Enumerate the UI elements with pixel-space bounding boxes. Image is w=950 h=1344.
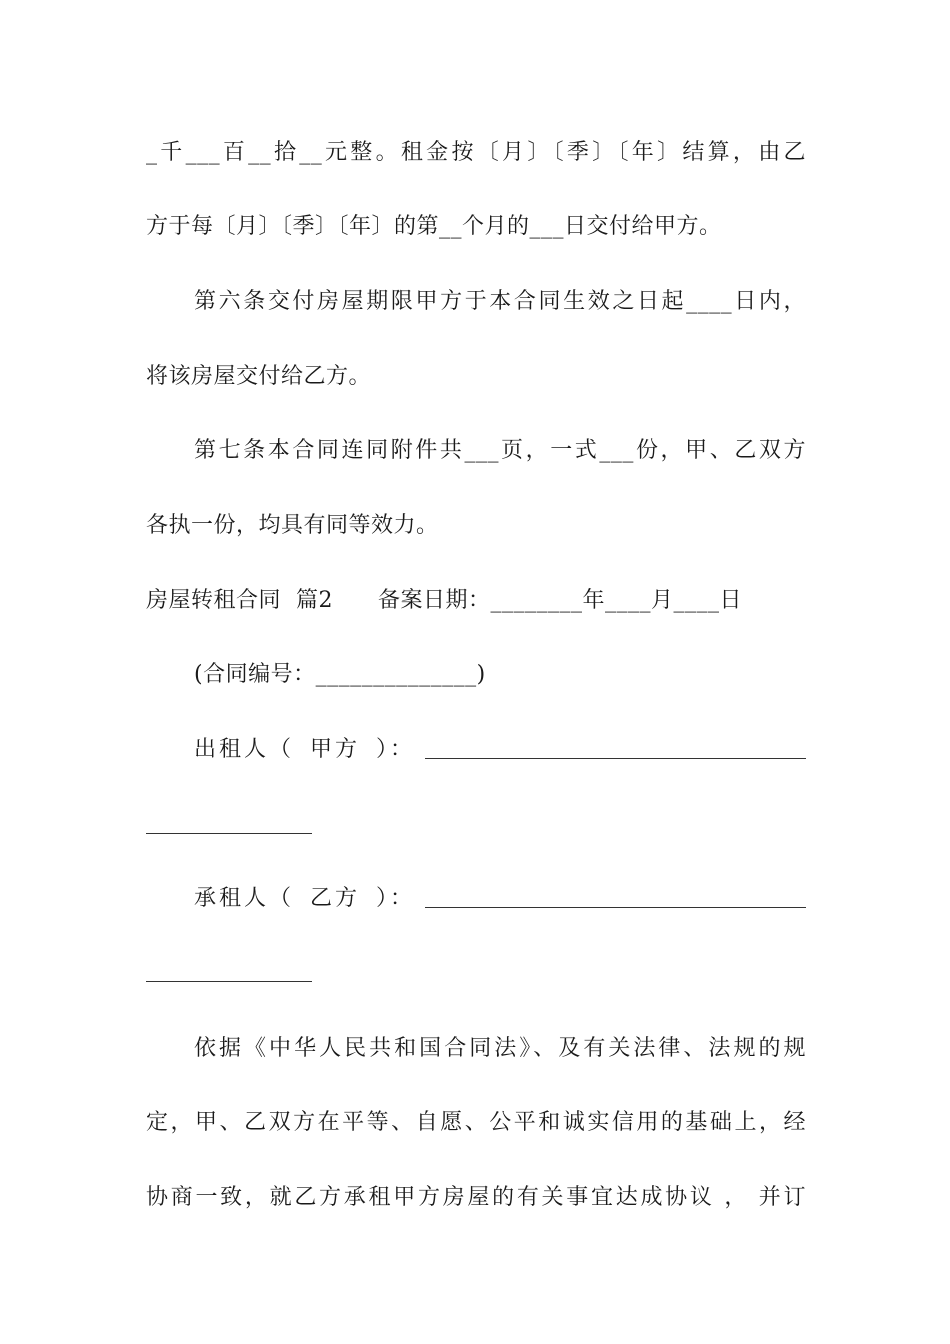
- lessor-blank-line: [425, 758, 806, 759]
- lessee-label: 承租人（ 乙方 ）：: [194, 886, 415, 911]
- text-line-article-7: 第七条本合同连同附件共___页，一式___份，甲、乙双方: [194, 438, 806, 463]
- text-line-basis: 依据《中华人民共和国合同法》、及有关法律、法规的规: [194, 1036, 806, 1061]
- text-line-article-6: 第六条交付房屋期限甲方于本合同生效之日起____日内，: [194, 289, 806, 314]
- lessee-blank-line-cont: [146, 981, 312, 982]
- contract-number-line: (合同编号：______________): [194, 662, 486, 687]
- text-line-article-6-cont: 将该房屋交付给乙方。: [146, 364, 372, 389]
- lessor-label: 出租人（ 甲方 ）：: [194, 737, 415, 762]
- text-line-payment-date: 方于每〔月〕〔季〕〔年〕的第__个月的___日交付给甲方。: [146, 214, 722, 239]
- contract-heading-filing-date: 房屋转租合同 篇2 备案日期：________年____月____日: [146, 588, 742, 613]
- lessee-blank-line: [425, 907, 806, 908]
- text-line-article-7-cont: 各执一份，均具有同等效力。: [146, 513, 439, 538]
- lessor-blank-line-cont: [146, 833, 312, 834]
- text-line-basis-cont: 定，甲、乙双方在平等、自愿、公平和诚实信用的基础上，经: [146, 1110, 806, 1135]
- text-line-basis-end: 协商一致，就乙方承租甲方房屋的有关事宜达成协议 ， 并订: [146, 1185, 806, 1210]
- text-line-rent-amount: _千___百__拾__元整。租金按〔月〕〔季〕〔年〕结算，由乙: [146, 140, 806, 165]
